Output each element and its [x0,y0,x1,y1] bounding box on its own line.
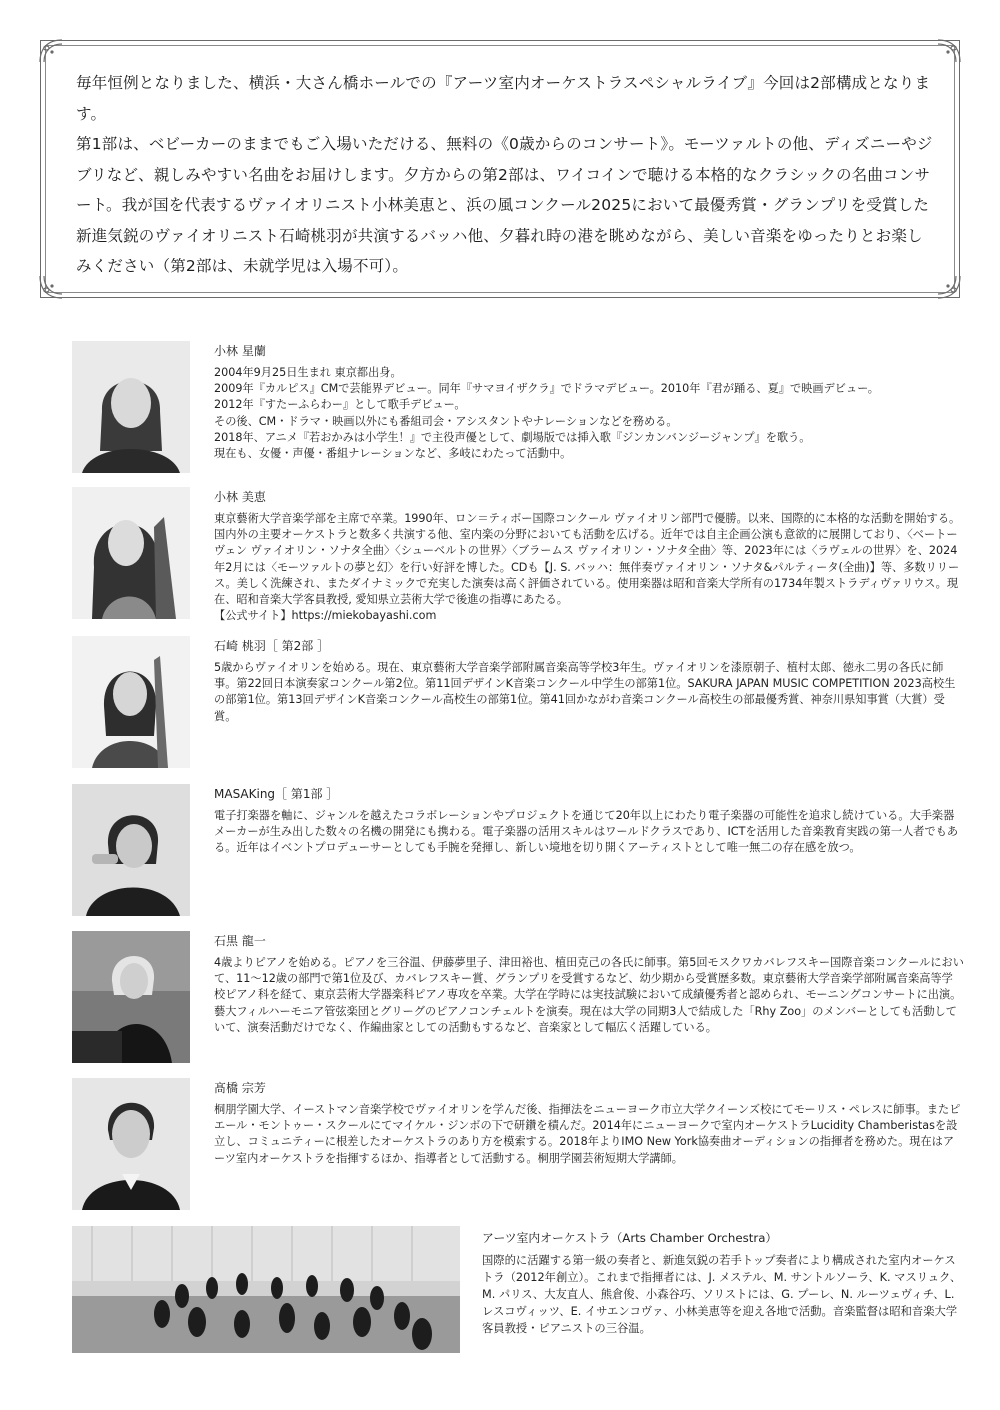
portrait-photo [72,931,190,1063]
bio-line: 2012年『すたーふらわー』として歌手デビュー。 [214,398,466,412]
bio-name: 小林 星蘭 [214,344,266,358]
bio-text: 東京藝術大学音楽学部を主席で卒業。1990年、ロン＝ティボー国際コンクール ヴァイオリン部門で優勝。以来、国際的に本格的な活動を開始する。国内外の主要オーケストラと数多く共演する他、室内楽の分野においても活動を広げる。近年では自主企画公演も意欲的に展開しており、〈ベートーヴェン ヴァイオリン・ソナタ全曲〉〈シューベルトの世界〉〈ブラームス ヴァイオリン・ソナタ全曲〉等、2023年には〈ラヴェルの世界〉を、2024年2月には〈モーツァルトの夢と幻〉を行い好評を博した。CDも【J. S. バッハ：無伴奏ヴァイオリン・ソナタ&パルティータ(全曲)】等、多数リリース。美しく洗練され、またダイナミックで充実した演奏は高く評価されている。使用楽器は昭和音楽大学所有の1734年製ストラディヴァリウス。現在、昭和音楽大学客員教授, 愛知県立芸術大学で後進の指導にあたる。 [214,512,961,607]
portrait-photo [72,636,190,768]
intro-frame [40,40,960,298]
bio-text: 桐朋学園大学、イーストマン音楽学校でヴァイオリンを学んだ後、指揮法をニューヨーク市立大学クイーンズ校にてモーリス・ペレスに師事。またピエール・モントゥー・スクールにてマイケル・ジンボの下で研鑽を積んだ。2014年にニューヨークで室内オーケストラLucidity Chamberistasを設立し、コミュニティーに根差したオーケストラのあり方を模索する。2018年よりIMO New York協奏曲オーディションの指揮者を務めた。現在はアーツ室内オーケストラを指揮するほか、指導者として活動する。桐朋学園芸術短期大学講師。 [214,1103,961,1165]
corner-ornament-icon [38,274,64,300]
bio-name: 石黒 龍一 [214,934,266,948]
bio-line: その後、CM・ドラマ・映画以外にも番組司会・アシスタントやナレーションなどを務める。 [214,414,678,428]
bio-body [214,1078,964,1167]
intro-paragraph: 第1部は、ベビーカーのままでもご入場いただける、無料の《0歳からのコンサート》。モーツァルトの他、ディズニーやジブリなど、親しみやすい名曲をお届けします。夕方からの第2部は、ワイコインで聴ける本格的なクラシックの名曲コンサート。我が国を代表するヴァイオリニスト小林美恵と、浜の風コンクール2025において最優秀賞・グランプリを受賞した新進気鋭のヴァイオリニスト石崎桃羽が共演するバッハ他、夕暮れ時の港を眺めながら、美しい音楽をゆったりとお楽しみください（第2部は、未就学児は入場不可）。 [76,135,933,275]
portrait-photo [72,784,190,916]
bio-text: 電子打楽器を軸に、ジャンルを越えたコラボレーションやプロジェクトを通じて20年以上にわたり電子楽器の可能性を追求し続けている。大手楽器メーカーが生み出した数々の名機の開発にも携わる。電子楽器の活用スキルはワールドクラスであり、ICTを活用した音楽教育実践の第一人者でもある。近年はイベントプロデューサーとしても手腕を発揮し、新しい境地を切り開くアーティストとして唯一無二の存在感を放つ。 [214,809,959,855]
portrait-photo [72,341,190,473]
orchestra-photo [72,1226,460,1353]
bio-line: 2009年『カルピス』CMで芸能界デビュー。同年『サマヨイザクラ』でドラマデビュー。2010年『君が踊る、夏』で映画デビュー。 [214,382,879,396]
bio-name: 石崎 桃羽［ 第2部 ］ [214,639,330,653]
orchestra-body [482,1230,962,1337]
orchestra-text: 国際的に活躍する第一級の奏者と、新進気鋭の若手トップ奏者により構成された室内オーケストラ（2012年創立）。これまで指揮者には、J. メステル、M. サントルソーラ、K. マスリュク、M. パリス、大友直人、熊倉俊、小森谷巧、ソリストには、G. プーレ、N. ルーツェヴィチ、L. レスコヴィッツ、E. イサエンコヴァ、小林美恵等を迎え各地で活動。音楽監督は昭和音楽大学客員教授・ピアニストの三谷温。 [482,1254,962,1335]
intro-paragraph: 毎年恒例となりました、横浜・大さん橋ホールでの『アーツ室内オーケストラスペシャルライブ』今回は2部構成となります。 [76,74,931,123]
bio-line: 2004年9月25日生まれ 東京都出身。 [214,366,402,379]
bio-name: MASAKing［ 第1部 ］ [214,787,339,801]
intro-text [76,68,936,282]
corner-ornament-icon [936,38,962,64]
bio-text [214,365,964,462]
corner-ornament-icon [38,38,64,64]
corner-ornament-icon [936,274,962,300]
bio-body [214,636,964,725]
bio-body [214,341,964,462]
portrait-photo [72,487,190,619]
bio-site-link[interactable]: 【公式サイト】https://miekobayashi.com [214,609,437,623]
bio-body [214,931,964,1036]
bio-body [214,784,964,857]
portrait-photo [72,1078,190,1210]
bio-line: 現在も、女優・声優・番組ナレーションなど、多岐にわたって活動中。 [214,447,572,461]
bio-line: 2018年、アニメ『若おかみは小学生！』で主役声優として、劇場版では挿入歌『ジンカンバンジージャンプ』を歌う。 [214,430,811,444]
bio-body [214,487,964,624]
bio-text: 4歳よりピアノを始める。ピアノを三谷温、伊藤夢里子、津田裕也、植田克己の各氏に師事。第5回モスクワカバレフスキー国際音楽コンクールにおいて、11〜12歳の部門で第1位及び、カバレフスキー賞、グランプリを受賞するなど、幼少期から受賞歴多数。東京藝術大学音楽学部附属音楽高等学校ピアノ科を経て、東京芸術大学器楽科ピアノ専攻を卒業。大学在学時には実技試験において成績優秀者と認められ、モーニングコンサートに出演。藝大フィルハーモニア管弦楽団とグリーグのピアノコンチェルトを演奏。現在は大学の同期3人で結成した「Rhy Zoo」のメンバーとしても活動していて、演奏活動だけでなく、作編曲家としての活動もするなど、音楽家として幅広く活躍している。 [214,956,964,1034]
bio-name: 髙橋 宗芳 [214,1081,266,1095]
bio-name: 小林 美恵 [214,490,266,504]
orchestra-name: アーツ室内オーケストラ（Arts Chamber Orchestra） [482,1231,778,1245]
bio-text: 5歳からヴァイオリンを始める。現在、東京藝術大学音楽学部附属音楽高等学校3年生。ヴァイオリンを漆原朝子、植村太郎、徳永二男の各氏に師事。第22回日本演奏家コンクール第2位。第11回デザインK音楽コンクール中学生の部第1位。SAKURA JAPAN MUSIC COMPETITION 2023高校生の部第1位。第13回デザインK音楽コンクール高校生の部第1位。第41回かながわ音楽コンクール高校生の部最優秀賞、神奈川県知事賞（大賞）受賞。 [214,661,956,723]
